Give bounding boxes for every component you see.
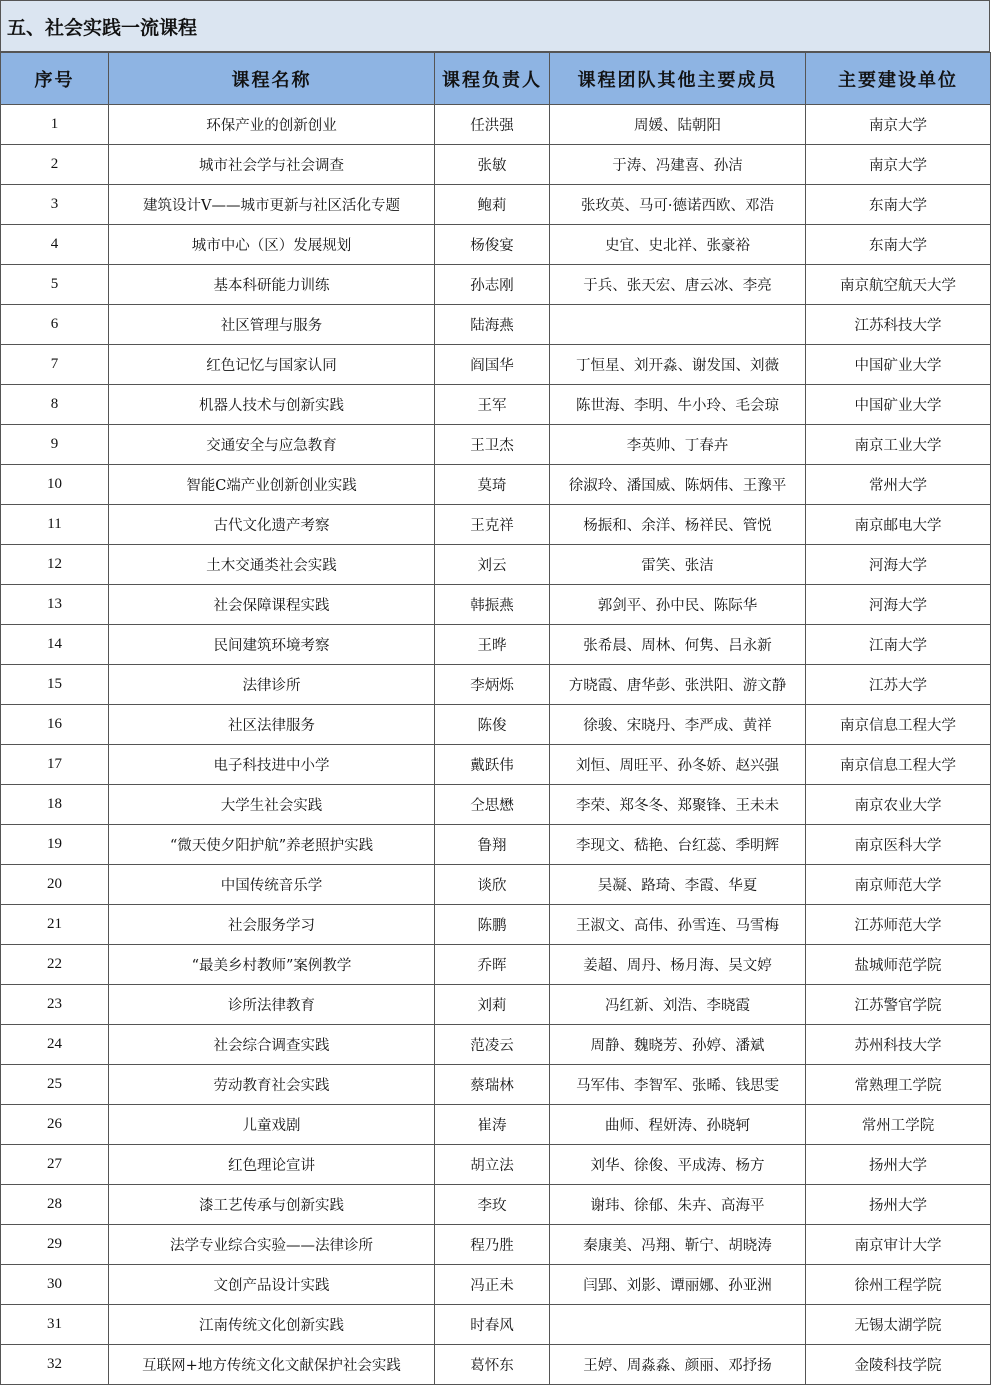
cell-course-name: 古代文化遗产考察	[109, 505, 435, 545]
cell-team-members: 李现文、嵇艳、台红蕊、季明辉	[550, 825, 806, 865]
cell-institution: 河海大学	[806, 545, 991, 585]
table-row	[1, 425, 991, 465]
cell-institution: 南京审计大学	[806, 1225, 991, 1265]
cell-team-members: 张玫英、马可·德诺西欧、邓浩	[550, 185, 806, 225]
cell-lead: 范凌云	[435, 1025, 550, 1065]
cell-lead: 王克祥	[435, 505, 550, 545]
cell-lead: 陈俊	[435, 705, 550, 745]
cell-lead: 王军	[435, 385, 550, 425]
cell-institution: 徐州工程学院	[806, 1265, 991, 1305]
cell-index: 18	[1, 785, 109, 825]
cell-lead: 时春风	[435, 1305, 550, 1345]
cell-team-members: 李英帅、丁春卉	[550, 425, 806, 465]
cell-course-name: 民间建筑环境考察	[109, 625, 435, 665]
cell-institution: 中国矿业大学	[806, 385, 991, 425]
cell-lead: 仝思懋	[435, 785, 550, 825]
cell-institution: 南京师范大学	[806, 865, 991, 905]
cell-institution: 江南大学	[806, 625, 991, 665]
cell-team-members: 徐淑玲、潘国威、陈炳伟、王豫平	[550, 465, 806, 505]
cell-course-name: 土木交通类社会实践	[109, 545, 435, 585]
cell-team-members: 丁恒星、刘开淼、谢发国、刘薇	[550, 345, 806, 385]
cell-institution: 常州工学院	[806, 1105, 991, 1145]
cell-index: 17	[1, 745, 109, 785]
cell-institution: 江苏师范大学	[806, 905, 991, 945]
table-row	[1, 145, 991, 185]
cell-index: 14	[1, 625, 109, 665]
cell-course-name: 城市社会学与社会调查	[109, 145, 435, 185]
cell-course-name: 儿童戏剧	[109, 1105, 435, 1145]
cell-team-members: 曲师、程妍涛、孙晓轲	[550, 1105, 806, 1145]
table-row	[1, 345, 991, 385]
cell-index: 3	[1, 185, 109, 225]
cell-team-members: 闫郢、刘影、谭丽娜、孙亚洲	[550, 1265, 806, 1305]
cell-course-name: 法律诊所	[109, 665, 435, 705]
cell-team-members: 张希晨、周林、何隽、吕永新	[550, 625, 806, 665]
table-row	[1, 185, 991, 225]
cell-course-name: 诊所法律教育	[109, 985, 435, 1025]
cell-index: 13	[1, 585, 109, 625]
cell-index: 7	[1, 345, 109, 385]
cell-course-name: “微天使夕阳护航”养老照护实践	[109, 825, 435, 865]
cell-team-members: 秦康美、冯翔、靳宁、胡晓涛	[550, 1225, 806, 1265]
cell-index: 26	[1, 1105, 109, 1145]
cell-course-name: 法学专业综合实验——法律诊所	[109, 1225, 435, 1265]
cell-lead: 王晔	[435, 625, 550, 665]
table-body	[1, 105, 991, 1385]
table-row	[1, 1105, 991, 1145]
cell-team-members: 周媛、陆朝阳	[550, 105, 806, 145]
cell-lead: 王卫杰	[435, 425, 550, 465]
table-row	[1, 105, 991, 145]
cell-team-members: 周静、魏晓芳、孙婷、潘斌	[550, 1025, 806, 1065]
cell-index: 21	[1, 905, 109, 945]
cell-team-members: 于涛、冯建喜、孙洁	[550, 145, 806, 185]
cell-lead: 蔡瑞林	[435, 1065, 550, 1105]
cell-course-name: 社区管理与服务	[109, 305, 435, 345]
cell-index: 24	[1, 1025, 109, 1065]
table-row	[1, 705, 991, 745]
cell-institution: 扬州大学	[806, 1145, 991, 1185]
table-row	[1, 225, 991, 265]
cell-lead: 韩振燕	[435, 585, 550, 625]
cell-institution: 南京大学	[806, 145, 991, 185]
cell-lead: 任洪强	[435, 105, 550, 145]
cell-course-name: 社会服务学习	[109, 905, 435, 945]
cell-index: 1	[1, 105, 109, 145]
table-row	[1, 945, 991, 985]
cell-course-name: 红色理论宣讲	[109, 1145, 435, 1185]
cell-institution: 南京农业大学	[806, 785, 991, 825]
cell-institution: 江苏警官学院	[806, 985, 991, 1025]
cell-institution: 常熟理工学院	[806, 1065, 991, 1105]
table-row	[1, 1305, 991, 1345]
cell-course-name: 智能C端产业创新创业实践	[109, 465, 435, 505]
table-row	[1, 465, 991, 505]
cell-lead: 谈欣	[435, 865, 550, 905]
cell-index: 19	[1, 825, 109, 865]
cell-lead: 崔涛	[435, 1105, 550, 1145]
table-row	[1, 665, 991, 705]
table-row	[1, 265, 991, 305]
cell-index: 25	[1, 1065, 109, 1105]
table-row	[1, 1345, 991, 1385]
cell-index: 5	[1, 265, 109, 305]
cell-team-members: 李荣、郑冬冬、郑聚锋、王未未	[550, 785, 806, 825]
cell-index: 2	[1, 145, 109, 185]
cell-course-name: “最美乡村教师”案例教学	[109, 945, 435, 985]
cell-team-members: 方晓霞、唐华彭、张洪阳、游文静	[550, 665, 806, 705]
cell-lead: 阎国华	[435, 345, 550, 385]
cell-lead: 张敏	[435, 145, 550, 185]
header-lead: 课程负责人	[435, 53, 550, 105]
header-index: 序号	[1, 53, 109, 105]
table-row	[1, 1025, 991, 1065]
cell-institution: 江苏科技大学	[806, 305, 991, 345]
cell-index: 22	[1, 945, 109, 985]
cell-course-name: 机器人技术与创新实践	[109, 385, 435, 425]
cell-team-members: 郭剑平、孙中民、陈际华	[550, 585, 806, 625]
cell-team-members: 刘华、徐俊、平成涛、杨方	[550, 1145, 806, 1185]
cell-institution: 无锡太湖学院	[806, 1305, 991, 1345]
cell-lead: 乔晖	[435, 945, 550, 985]
cell-institution: 南京信息工程大学	[806, 705, 991, 745]
table-row	[1, 1185, 991, 1225]
cell-index: 32	[1, 1345, 109, 1385]
cell-team-members: 雷笑、张洁	[550, 545, 806, 585]
cell-index: 29	[1, 1225, 109, 1265]
cell-institution: 盐城师范学院	[806, 945, 991, 985]
cell-index: 6	[1, 305, 109, 345]
cell-institution: 中国矿业大学	[806, 345, 991, 385]
table-header-row	[1, 53, 991, 105]
cell-course-name: 社区法律服务	[109, 705, 435, 745]
cell-institution: 扬州大学	[806, 1185, 991, 1225]
cell-course-name: 中国传统音乐学	[109, 865, 435, 905]
table-row	[1, 865, 991, 905]
cell-institution: 南京信息工程大学	[806, 745, 991, 785]
cell-index: 27	[1, 1145, 109, 1185]
table-row	[1, 745, 991, 785]
table-row	[1, 585, 991, 625]
cell-lead: 葛怀东	[435, 1345, 550, 1385]
cell-lead: 胡立法	[435, 1145, 550, 1185]
cell-institution: 南京医科大学	[806, 825, 991, 865]
cell-course-name: 社会保障课程实践	[109, 585, 435, 625]
cell-lead: 陈鹏	[435, 905, 550, 945]
cell-team-members: 姜超、周丹、杨月海、吴文婷	[550, 945, 806, 985]
cell-lead: 戴跃伟	[435, 745, 550, 785]
cell-index: 12	[1, 545, 109, 585]
cell-index: 28	[1, 1185, 109, 1225]
cell-lead: 杨俊宴	[435, 225, 550, 265]
table-row	[1, 1265, 991, 1305]
cell-institution: 南京大学	[806, 105, 991, 145]
cell-index: 4	[1, 225, 109, 265]
cell-course-name: 环保产业的创新创业	[109, 105, 435, 145]
cell-index: 31	[1, 1305, 109, 1345]
cell-team-members	[550, 1305, 806, 1345]
cell-course-name: 社会综合调查实践	[109, 1025, 435, 1065]
cell-index: 15	[1, 665, 109, 705]
cell-institution: 常州大学	[806, 465, 991, 505]
cell-lead: 冯正未	[435, 1265, 550, 1305]
cell-index: 20	[1, 865, 109, 905]
cell-institution: 东南大学	[806, 185, 991, 225]
cell-team-members: 马军伟、李智军、张晞、钱思雯	[550, 1065, 806, 1105]
table-row	[1, 785, 991, 825]
cell-team-members: 吴凝、路琦、李霞、华夏	[550, 865, 806, 905]
cell-course-name: 大学生社会实践	[109, 785, 435, 825]
table-row	[1, 905, 991, 945]
cell-course-name: 交通安全与应急教育	[109, 425, 435, 465]
cell-index: 11	[1, 505, 109, 545]
cell-lead: 鲍莉	[435, 185, 550, 225]
cell-lead: 刘莉	[435, 985, 550, 1025]
cell-course-name: 江南传统文化创新实践	[109, 1305, 435, 1345]
cell-lead: 莫琦	[435, 465, 550, 505]
header-institution: 主要建设单位	[806, 53, 991, 105]
table-row	[1, 1145, 991, 1185]
cell-team-members	[550, 305, 806, 345]
cell-institution: 河海大学	[806, 585, 991, 625]
cell-team-members: 刘恒、周旺平、孙冬娇、赵兴强	[550, 745, 806, 785]
table-row	[1, 1225, 991, 1265]
cell-lead: 李玫	[435, 1185, 550, 1225]
cell-team-members: 王淑文、高伟、孙雪连、马雪梅	[550, 905, 806, 945]
cell-course-name: 互联网+地方传统文化文献保护社会实践	[109, 1345, 435, 1385]
cell-institution: 金陵科技学院	[806, 1345, 991, 1385]
cell-institution: 东南大学	[806, 225, 991, 265]
table-row	[1, 385, 991, 425]
cell-course-name: 电子科技进中小学	[109, 745, 435, 785]
cell-team-members: 冯红新、刘浩、李晓霞	[550, 985, 806, 1025]
table-row	[1, 1065, 991, 1105]
cell-institution: 南京航空航天大学	[806, 265, 991, 305]
table-row	[1, 825, 991, 865]
cell-course-name: 漆工艺传承与创新实践	[109, 1185, 435, 1225]
table-row	[1, 505, 991, 545]
course-table	[0, 52, 991, 1385]
cell-team-members: 徐骏、宋晓丹、李严成、黄祥	[550, 705, 806, 745]
cell-course-name: 劳动教育社会实践	[109, 1065, 435, 1105]
cell-team-members: 陈世海、李明、牛小玲、毛会琼	[550, 385, 806, 425]
cell-index: 23	[1, 985, 109, 1025]
table-row	[1, 625, 991, 665]
table-row	[1, 545, 991, 585]
section-title: 五、社会实践一流课程	[0, 0, 990, 52]
cell-lead: 刘云	[435, 545, 550, 585]
cell-team-members: 谢玮、徐郁、朱卉、高海平	[550, 1185, 806, 1225]
cell-index: 30	[1, 1265, 109, 1305]
header-course-name: 课程名称	[109, 53, 435, 105]
cell-course-name: 城市中心（区）发展规划	[109, 225, 435, 265]
cell-index: 10	[1, 465, 109, 505]
cell-course-name: 建筑设计V——城市更新与社区活化专题	[109, 185, 435, 225]
cell-lead: 鲁翔	[435, 825, 550, 865]
table-row	[1, 305, 991, 345]
cell-institution: 南京邮电大学	[806, 505, 991, 545]
cell-index: 8	[1, 385, 109, 425]
cell-lead: 李炳烁	[435, 665, 550, 705]
cell-course-name: 文创产品设计实践	[109, 1265, 435, 1305]
cell-institution: 苏州科技大学	[806, 1025, 991, 1065]
cell-team-members: 杨振和、余洋、杨祥民、管悦	[550, 505, 806, 545]
cell-course-name: 红色记忆与国家认同	[109, 345, 435, 385]
cell-team-members: 史宜、史北祥、张豪裕	[550, 225, 806, 265]
cell-index: 16	[1, 705, 109, 745]
cell-lead: 孙志刚	[435, 265, 550, 305]
cell-institution: 江苏大学	[806, 665, 991, 705]
cell-team-members: 王婷、周淼淼、颜丽、邓抒扬	[550, 1345, 806, 1385]
cell-team-members: 于兵、张天宏、唐云冰、李亮	[550, 265, 806, 305]
header-team-members: 课程团队其他主要成员	[550, 53, 806, 105]
cell-lead: 程乃胜	[435, 1225, 550, 1265]
cell-index: 9	[1, 425, 109, 465]
table-row	[1, 985, 991, 1025]
cell-lead: 陆海燕	[435, 305, 550, 345]
cell-course-name: 基本科研能力训练	[109, 265, 435, 305]
cell-institution: 南京工业大学	[806, 425, 991, 465]
